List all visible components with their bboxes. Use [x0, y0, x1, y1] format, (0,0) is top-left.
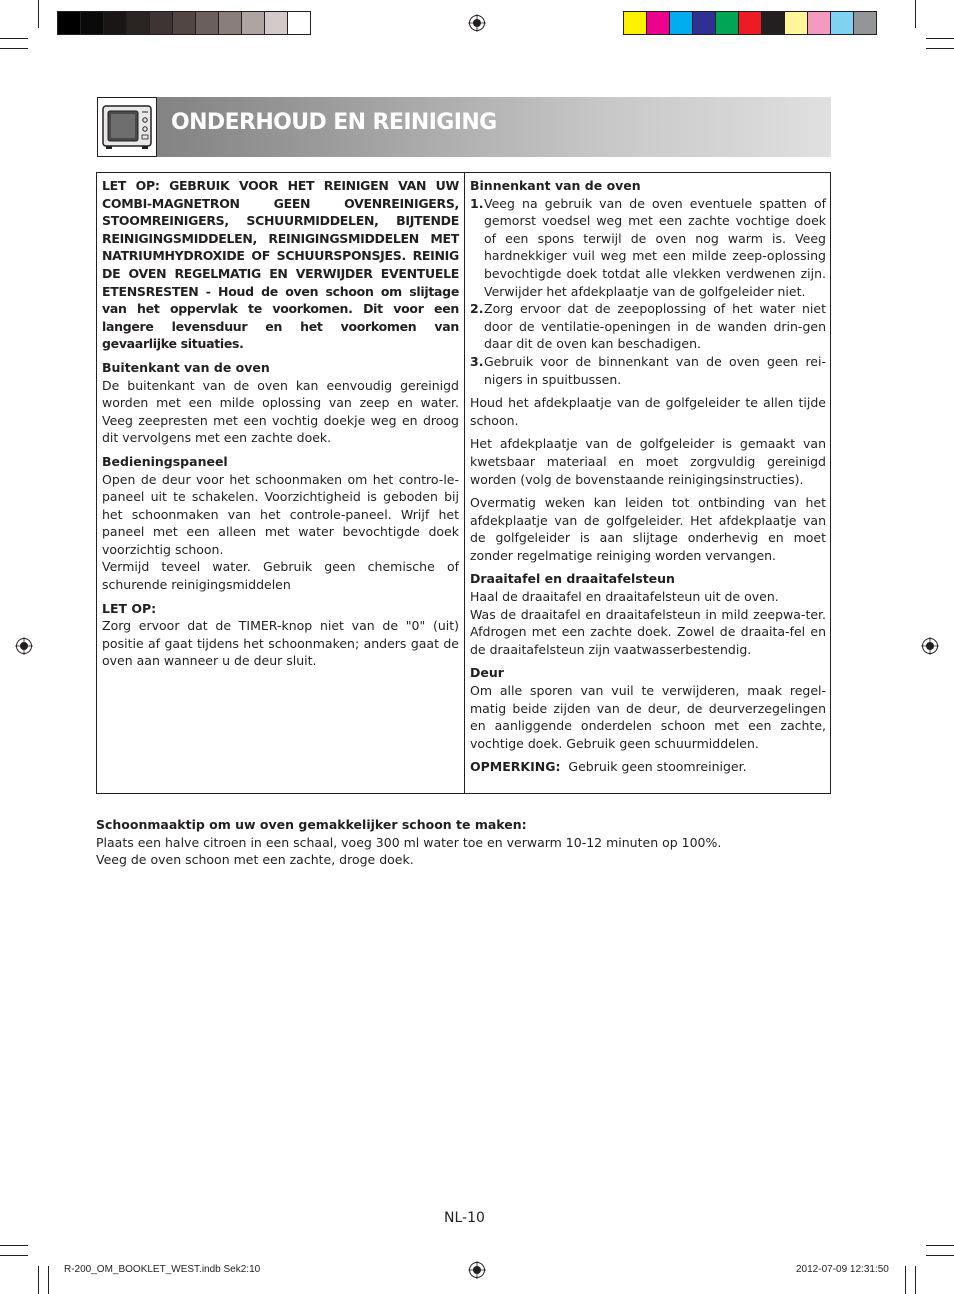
- panel-text-2: Vermijd teveel water. Gebruik geen chemische of schurende reinigingsmiddelen: [102, 559, 459, 593]
- crop-mark: [48, 1266, 49, 1294]
- color-swatch: [126, 11, 150, 35]
- crop-mark: [915, 0, 916, 28]
- color-swatch: [853, 11, 877, 35]
- step-number: 1.: [470, 195, 484, 211]
- color-swatch: [807, 11, 831, 35]
- step-text: Zorg ervoor dat de zeepoplossing of het water niet door de ventilatie-openingen in de wanden drin-gen daar dit de oven kan beschadigen.: [484, 301, 826, 352]
- crop-mark: [38, 0, 39, 28]
- registration-mark-icon: [15, 637, 33, 655]
- paragraph: Overmatig weken kan leiden tot ontbinding van het afdekplaatje van de golfgeleider. Het afdekplaatje van de golfgeleider is aan slijtage onderhevig en moet zonder regelmatige reiniging worden vervangen.: [470, 495, 826, 563]
- page-title: ONDERHOUD EN REINIGING: [171, 110, 497, 135]
- color-swatch: [149, 11, 173, 35]
- registration-mark-icon: [468, 1261, 486, 1279]
- turntable-heading: Draaitafel en draaitafelsteun: [470, 571, 675, 587]
- cmyk-color-bar: [624, 11, 877, 35]
- page-number: NL-10: [444, 1210, 485, 1226]
- crop-mark: [926, 48, 954, 49]
- color-swatch: [646, 11, 670, 35]
- crop-mark: [926, 1245, 954, 1246]
- cleaning-tip: [96, 816, 831, 869]
- color-swatch: [738, 11, 762, 35]
- color-swatch: [715, 11, 739, 35]
- crop-mark: [915, 1266, 916, 1294]
- crop-mark: [38, 1266, 39, 1294]
- gray-color-bar: [58, 11, 311, 35]
- tip-line: Plaats een halve citroen in een schaal, voeg 300 ml water toe en verwarm 10-12 minuten op 100%.: [96, 834, 722, 850]
- turntable-text-2: Was de draaitafel en draaitafelsteun in mild zeepwa-ter. Afdrogen met een zachte doek. Zowel de draaita-fel en de draaitafelsteun zijn vaatwasserbestendig.: [470, 606, 826, 657]
- door-heading: Deur: [470, 665, 504, 681]
- panel-text: Open de deur voor het schoonmaken om het contro-le-paneel uit te schakelen. Voorzichtigheid is geboden bij het schoonmaken van het controle-paneel. Wrijf het paneel met een alleen met water bevochtigde doek voorzichtig schoon.: [102, 471, 459, 557]
- color-swatch: [103, 11, 127, 35]
- step-number: 3.: [470, 353, 484, 369]
- outside-heading: Buitenkant van de oven: [102, 359, 270, 375]
- crop-mark: [905, 1266, 906, 1294]
- color-swatch: [830, 11, 854, 35]
- microwave-icon: [97, 97, 157, 157]
- safety-warning: LET OP: GEBRUIK VOOR HET REINIGEN VAN UW COMBI-MAGNETRON GEEN OVENREINIGERS, STOOMREINIGERS, SCHUURMIDDELEN, BIJTENDE REINIGINGSMIDDELEN, REINIGINGSMIDDELEN MET NATRIUMHYDROXIDE OF SCHUURSPONSJES. REINIG DE OVEN REGELMATIG EN VERWIJDER EVENTUELE ETENSRESTEN - Houd de oven schoon om slijtage van het oppervlak te voorkomen. Dit voor een langere levensduur en het voorkomen van gevaarlijke situaties.: [102, 178, 459, 352]
- color-swatch: [241, 11, 265, 35]
- color-swatch: [669, 11, 693, 35]
- color-swatch: [172, 11, 196, 35]
- section-header: [97, 97, 831, 157]
- inside-steps: [470, 195, 826, 389]
- panel-heading: Bedieningspaneel: [102, 453, 228, 469]
- color-swatch: [623, 11, 647, 35]
- paragraph: Het afdekplaatje van de golfgeleider is gemaakt van kwetsbaar materiaal en moet zorgvuldig gereinigd worden (volg de bovenstaande reinigingsinstructies).: [470, 436, 826, 487]
- turntable-text: Haal de draaitafel en draaitafelsteun uit de oven.: [470, 589, 779, 605]
- list-item: [470, 300, 826, 353]
- footer-file-info: R-200_OM_BOOKLET_WEST.indb Sek2:10: [64, 1264, 261, 1275]
- step-number: 2.: [470, 301, 484, 317]
- remark-label: OPMERKING:: [470, 759, 561, 775]
- crop-mark: [926, 38, 954, 39]
- crop-mark: [926, 1255, 954, 1256]
- crop-mark: [0, 48, 28, 49]
- color-swatch: [57, 11, 81, 35]
- content-table: [96, 172, 831, 794]
- color-swatch: [80, 11, 104, 35]
- inside-heading: Binnenkant van de oven: [470, 178, 641, 193]
- tip-line: Veeg de oven schoon met een zachte, droge doek.: [96, 852, 414, 868]
- right-column: [470, 177, 826, 782]
- note-text: Zorg ervoor dat de TIMER-knop niet van de "0" (uit) positie af gaat tijdens het schoonmaken; anders gaat de oven aan wanneer u de deur sluit.: [102, 618, 459, 669]
- crop-mark: [0, 1255, 28, 1256]
- list-item: [470, 195, 826, 301]
- color-swatch: [218, 11, 242, 35]
- left-column: [102, 177, 459, 676]
- crop-mark: [0, 1245, 28, 1246]
- color-swatch: [287, 11, 311, 35]
- tip-heading: Schoonmaaktip om uw oven gemakkelijker schoon te maken:: [96, 817, 527, 832]
- color-swatch: [195, 11, 219, 35]
- registration-mark-icon: [921, 637, 939, 655]
- color-swatch: [784, 11, 808, 35]
- door-text: Om alle sporen van vuil te verwijderen, maak regel-matig beide zijden van de deur, de deurverzegelingen en aanliggende onderdelen schoon met een zachte, vochtige doek. Gebruik geen schuurmiddelen.: [470, 683, 826, 751]
- note-heading: LET OP:: [102, 600, 157, 616]
- color-swatch: [264, 11, 288, 35]
- column-divider: [464, 173, 465, 793]
- step-text: Gebruik voor de binnenkant van de oven geen rei-nigers in spuitbussen.: [484, 353, 826, 387]
- paragraph: Houd het afdekplaatje van de golfgeleider te allen tijde schoon.: [470, 395, 826, 428]
- registration-mark-icon: [468, 14, 486, 32]
- color-swatch: [761, 11, 785, 35]
- crop-mark: [0, 38, 28, 39]
- footer-timestamp: 2012-07-09 12:31:50: [796, 1264, 889, 1275]
- step-text: Veeg na gebruik van de oven eventuele spatten of gemorst voedsel weg met een zachte vochtige doek of een spons terwijl de oven nog warm is. Veeg hardnekkiger vuil weg met een milde zeep-oplossing bevochtigde doek totdat alle vlekken verdwenen zijn. Verwijder het afdekplaatje van de golfgeleider niet.: [484, 195, 826, 299]
- outside-text: De buitenkant van de oven kan eenvoudig gereinigd worden met een milde oplossing van zeep en water. Veeg zeepresten met een vochtig doekje weg en droog dit vervolgens met een zachte doek.: [102, 377, 459, 446]
- remark-text: Gebruik geen stoomreiniger.: [568, 759, 747, 775]
- list-item: [470, 353, 826, 388]
- color-swatch: [692, 11, 716, 35]
